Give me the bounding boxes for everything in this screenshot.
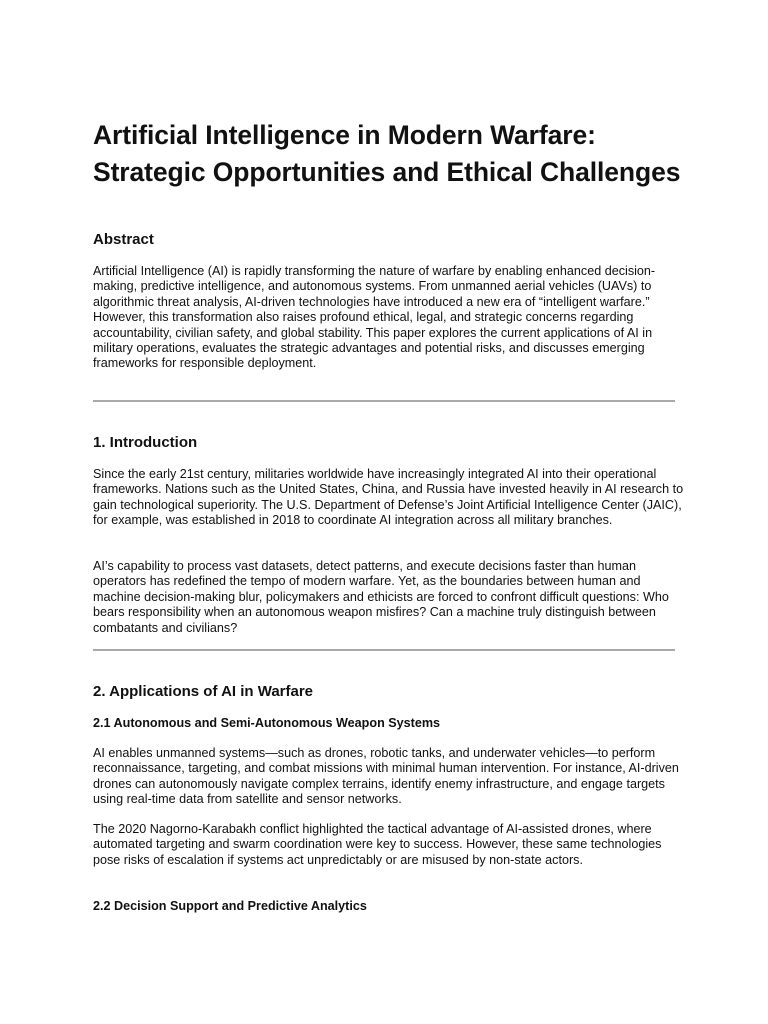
subsection-2-1-paragraph-1: AI enables unmanned systems—such as drones, robotic tanks, and underwater vehicles—to perform reconnaissance, targeting, and combat missions with minimal human intervention. For instance, AI-driven drones can autonomously navigate complex terrains, identify enemy infrastructure, and engage targets using real-time data from satellite and sensor networks. <box>93 746 679 807</box>
introduction-paragraph-1: Since the early 21st century, militaries worldwide have increasingly integrated AI into their operational frameworks. Nations such as the United States, China, and Russia have invested heavily in AI research to gain technological superiority. The U.S. Department of Defense’s Joint Artificial Intelligence Center (JAIC), for example, was established in 2018 to coordinate AI integration across all military branches. <box>93 467 684 528</box>
introduction-paragraph-2: AI’s capability to process vast datasets, detect patterns, and execute decisions faster than human operators has redefined the tempo of modern warfare. Yet, as the boundaries between human and machine decision-making blur, policymakers and ethicists are forced to confront difficult questions: Who bears responsibility when an autonomous weapon misfires? Can a machine truly distinguish between combatants and civilians? <box>93 559 669 635</box>
subsection-2-1-heading: 2.1 Autonomous and Semi-Autonomous Weapon Systems <box>93 716 441 730</box>
subsection-2-2-heading: 2.2 Decision Support and Predictive Analytics <box>93 899 367 913</box>
subsection-2-1-paragraph-2: The 2020 Nagorno-Karabakh conflict highlighted the tactical advantage of AI-assisted drones, where automated targeting and swarm coordination were key to success. However, these same technologies pose risks of escalation if systems act unpredictably or are misused by non-state actors. <box>93 822 662 867</box>
abstract-text: Artificial Intelligence (AI) is rapidly transforming the nature of warfare by enabling enhanced decision-making, predictive intelligence, and autonomous systems. From unmanned aerial vehicles (UAVs) to algorithmic threat analysis, AI-driven technologies have introduced a new era of “intelligent warfare.” However, this transformation also raises profound ethical, legal, and strategic concerns regarding accountability, civilian safety, and global stability. This paper explores the current applications of AI in military operations, evaluates the strategic advantages and potential risks, and discusses emerging frameworks for responsible deployment. <box>93 264 656 371</box>
abstract-heading: Abstract <box>93 231 154 248</box>
applications-heading: 2. Applications of AI in Warfare <box>93 683 314 700</box>
document-title: Artificial Intelligence in Modern Warfare: Strategic Opportunities and Ethical Challenges <box>93 120 681 187</box>
introduction-heading: 1. Introduction <box>93 434 198 451</box>
section-divider <box>93 649 675 651</box>
section-divider <box>93 400 675 402</box>
